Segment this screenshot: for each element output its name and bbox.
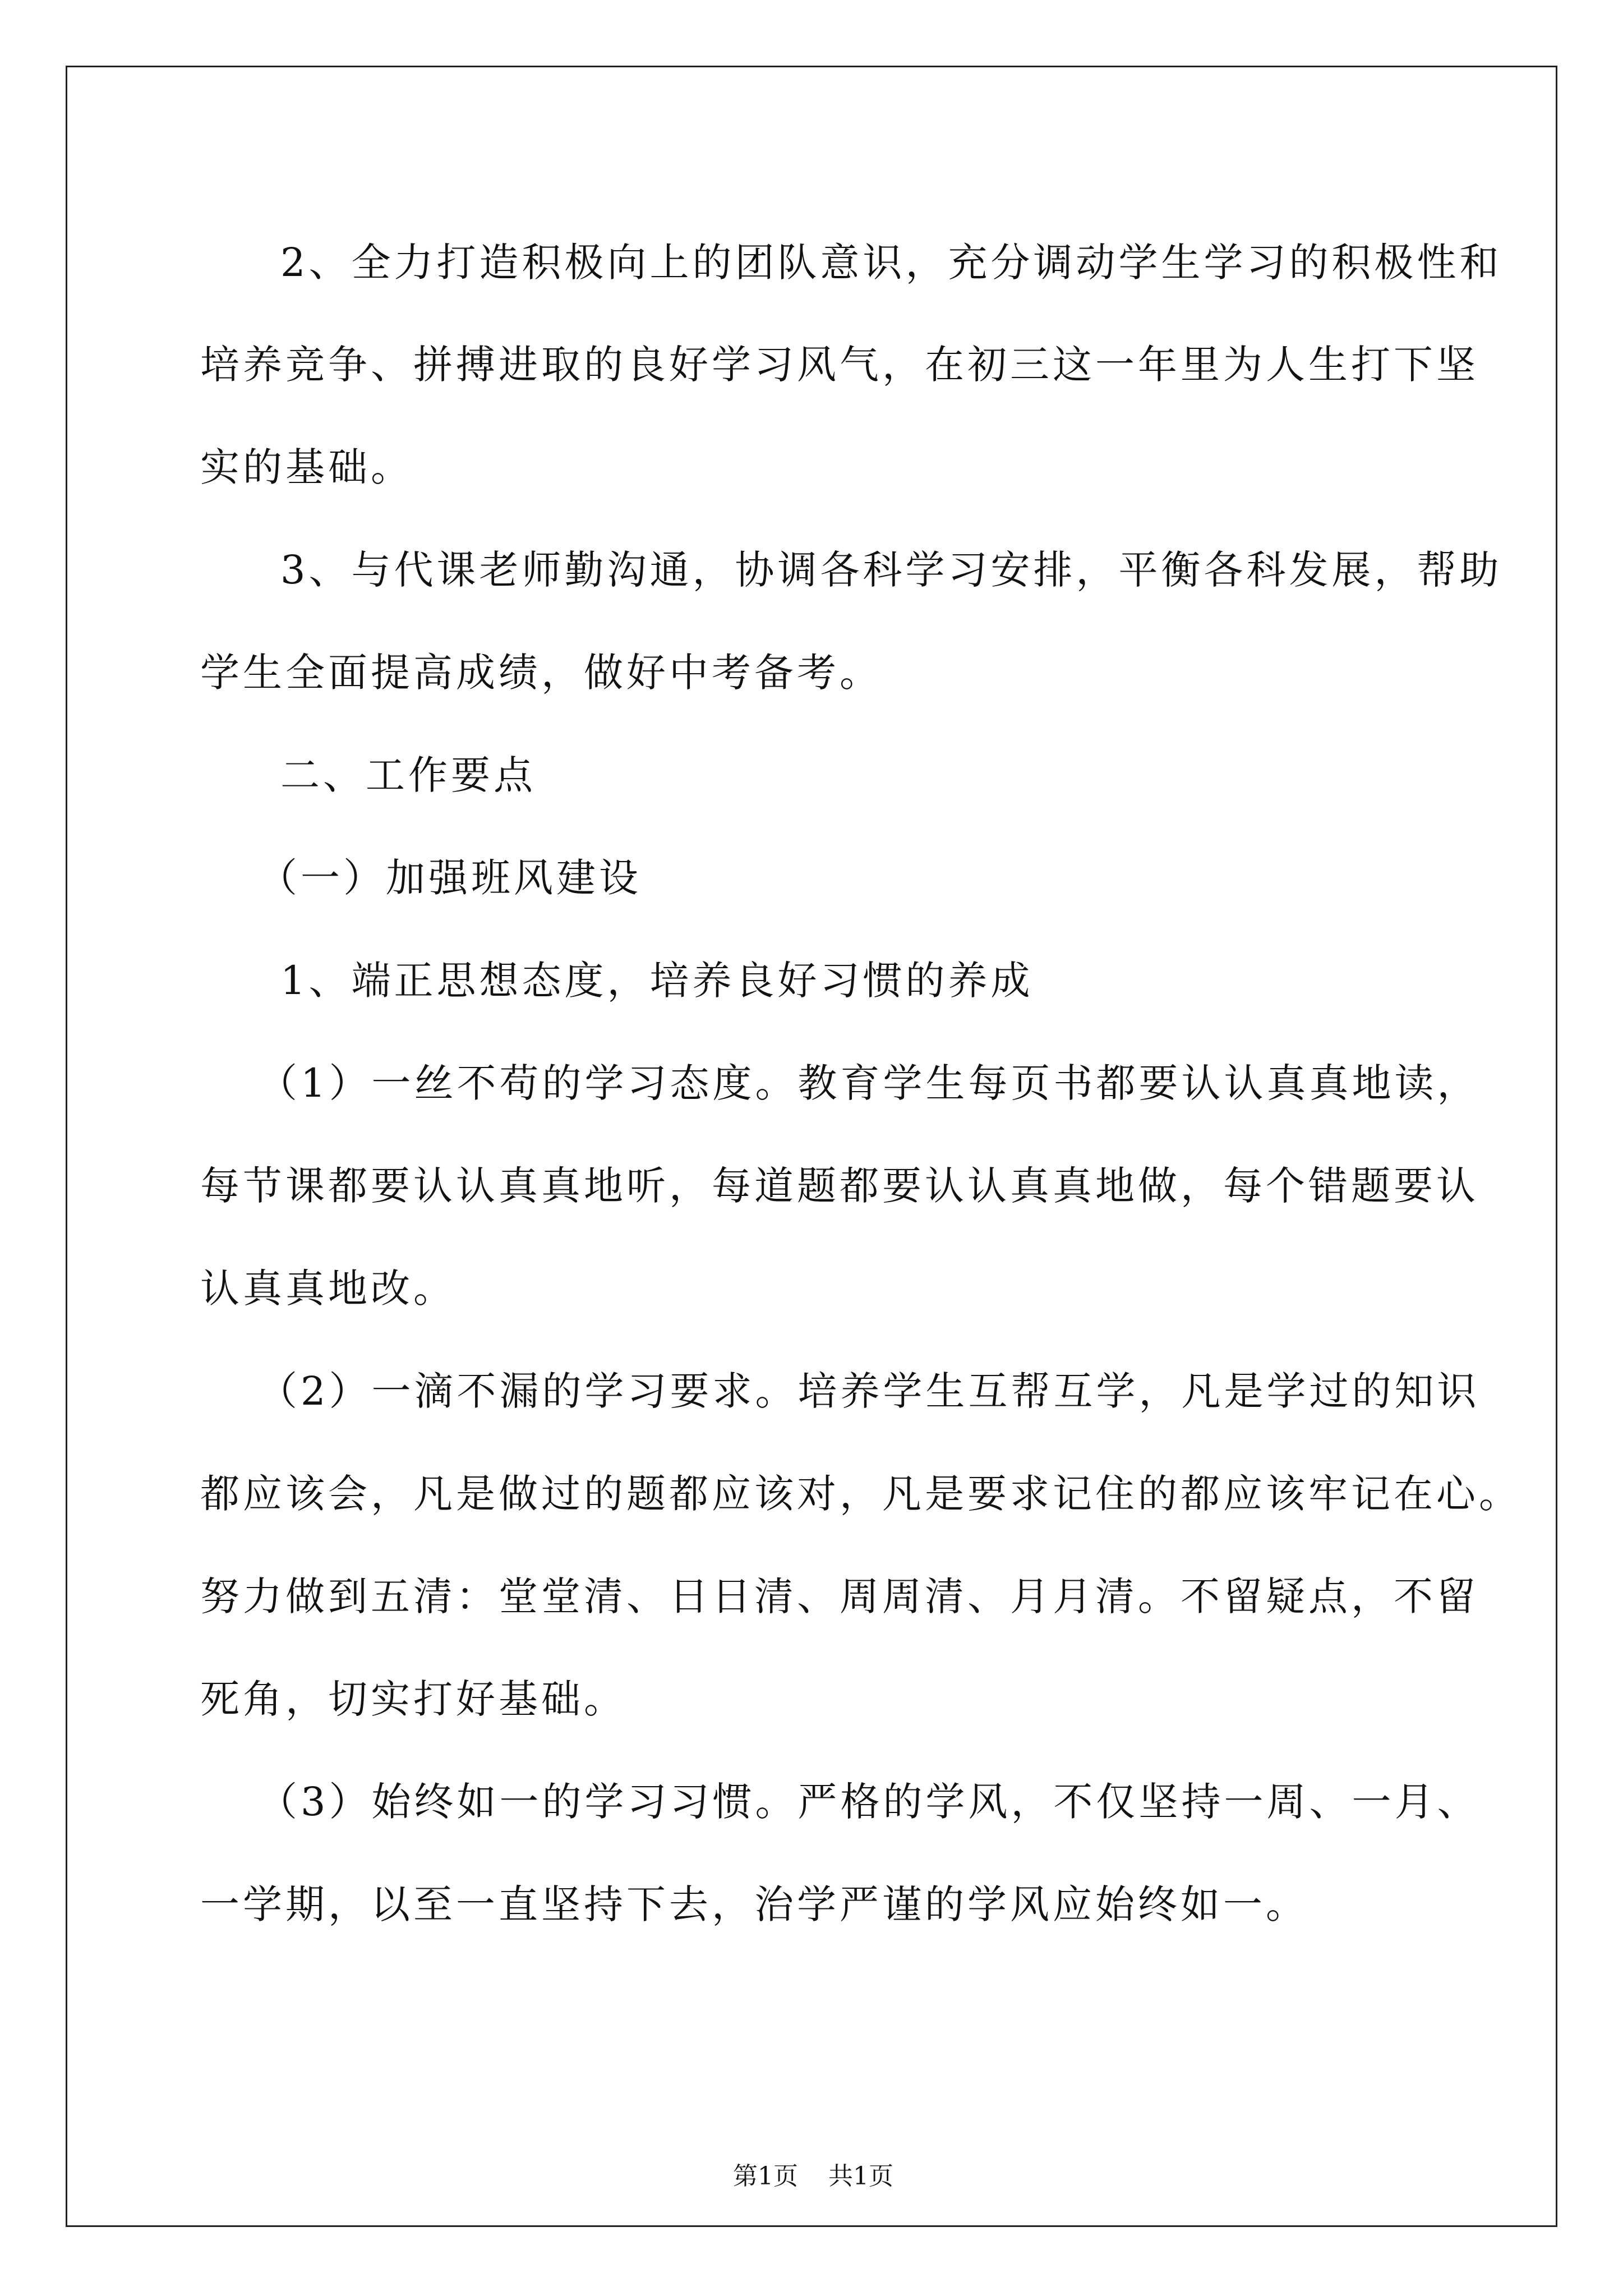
page-number: 第1页 xyxy=(733,2162,798,2191)
paragraph-line: 培养竞争、拼搏进取的良好学习风气，在初三这一年里为人生打下坚 xyxy=(200,342,1479,388)
paragraph-line: 努力做到五清：堂堂清、日日清、周周清、月月清。不留疑点，不留 xyxy=(200,1573,1479,1619)
section-heading: 二、工作要点 xyxy=(280,752,536,798)
page-border xyxy=(66,66,1557,2227)
paragraph-line: （1）一丝不苟的学习态度。教育学生每页书都要认认真真地读， xyxy=(258,1060,1480,1106)
subsection-heading: （一）加强班风建设 xyxy=(258,855,642,901)
paragraph-line: 认真真地改。 xyxy=(200,1266,456,1312)
page-footer xyxy=(67,2161,1559,2192)
paragraph-line: （3）始终如一的学习习惯。严格的学风，不仅坚持一周、一月、 xyxy=(258,1779,1480,1825)
paragraph-line: 死角，切实打好基础。 xyxy=(200,1676,626,1722)
paragraph-line: 2、全力打造积极向上的团队意识，充分调动学生学习的积极性和 xyxy=(280,240,1502,286)
paragraph-line: （2）一滴不漏的学习要求。培养学生互帮互学，凡是学过的知识 xyxy=(258,1368,1480,1414)
paragraph-line: 都应该会，凡是做过的题都应该对，凡是要求记住的都应该牢记在心。 xyxy=(200,1471,1521,1517)
paragraph-line: 学生全面提高成绩，做好中考备考。 xyxy=(200,650,882,696)
paragraph-line: 每节课都要认认真真地听，每道题都要认认真真地做，每个错题要认 xyxy=(200,1163,1479,1209)
item-heading: 1、端正思想态度，培养良好习惯的养成 xyxy=(280,958,1034,1004)
paragraph-line: 实的基础。 xyxy=(200,444,413,490)
paragraph-line: 一学期，以至一直坚持下去，治学严谨的学风应始终如一。 xyxy=(200,1881,1308,1927)
paragraph-line: 3、与代课老师勤沟通，协调各科学习安排，平衡各科发展，帮助 xyxy=(280,547,1502,593)
page-total: 共1页 xyxy=(828,2162,893,2191)
